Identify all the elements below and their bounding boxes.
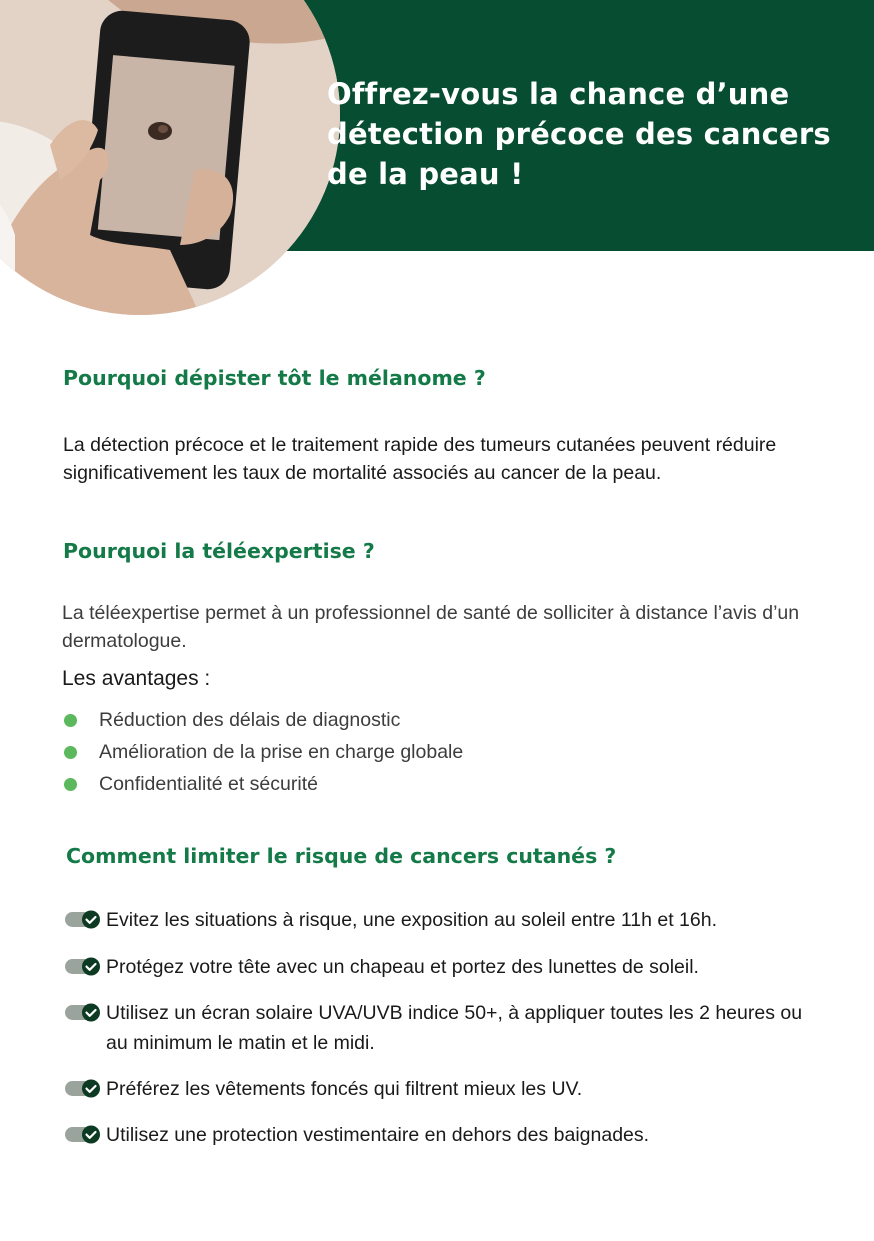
toggle-check-icon xyxy=(65,1079,101,1098)
section-body-melanome: La détection précoce et le traitement rapide des tumeurs cutanées peuvent réduire significativement les taux de mortalité associés au cancer de la peau. xyxy=(63,434,777,484)
section-title-prevention: Comment limiter le risque de cancers cutanés ? xyxy=(66,844,617,868)
toggle-check-icon xyxy=(65,957,101,976)
list-item xyxy=(65,905,825,935)
toggle-check-icon xyxy=(65,910,101,929)
tip-text: Protégez votre tête avec un chapeau et portez des lunettes de soleil. xyxy=(106,956,699,978)
tip-text: Utilisez une protection vestimentaire en dehors des baignades. xyxy=(106,1124,650,1146)
list-item xyxy=(62,738,463,770)
tip-text: Préférez les vêtements foncés qui filtrent mieux les UV. xyxy=(106,1078,583,1100)
advantage-text: Confidentialité et sécurité xyxy=(99,773,318,795)
section-title-teleexpertise: Pourquoi la téléexpertise ? xyxy=(63,539,375,563)
list-item xyxy=(62,770,463,802)
list-item xyxy=(62,706,463,738)
advantages-label: Les avantages : xyxy=(62,667,211,690)
advantage-text: Amélioration de la prise en charge globale xyxy=(99,741,464,763)
toggle-check-icon xyxy=(65,1003,101,1022)
hero-title: Offrez-vous la chance d’une détection précoce des cancers de la peau ! xyxy=(327,77,831,191)
hero-photo xyxy=(0,0,340,315)
green-dot-icon xyxy=(64,746,77,759)
section-body-teleexpertise: La téléexpertise permet à un professionnel de santé de solliciter à distance l’avis d’un dermatologue. xyxy=(62,602,800,652)
list-item xyxy=(65,1120,825,1150)
advantages-list xyxy=(62,706,463,802)
green-dot-icon xyxy=(64,714,77,727)
tip-text: Evitez les situations à risque, une exposition au soleil entre 11h et 16h. xyxy=(106,909,718,931)
toggle-check-icon xyxy=(65,1125,101,1144)
list-item xyxy=(65,952,825,982)
green-dot-icon xyxy=(64,778,77,791)
phone-skin-illustration xyxy=(0,0,340,315)
list-item xyxy=(65,1074,825,1104)
list-item xyxy=(65,998,825,1058)
tip-text: Utilisez un écran solaire UVA/UVB indice 50+, à appliquer toutes les 2 heures ou au minimum le matin et le midi. xyxy=(106,1002,803,1054)
advantage-text: Réduction des délais de diagnostic xyxy=(99,709,401,731)
prevention-tips-list xyxy=(65,905,825,1150)
section-title-melanome: Pourquoi dépister tôt le mélanome ? xyxy=(63,366,486,390)
